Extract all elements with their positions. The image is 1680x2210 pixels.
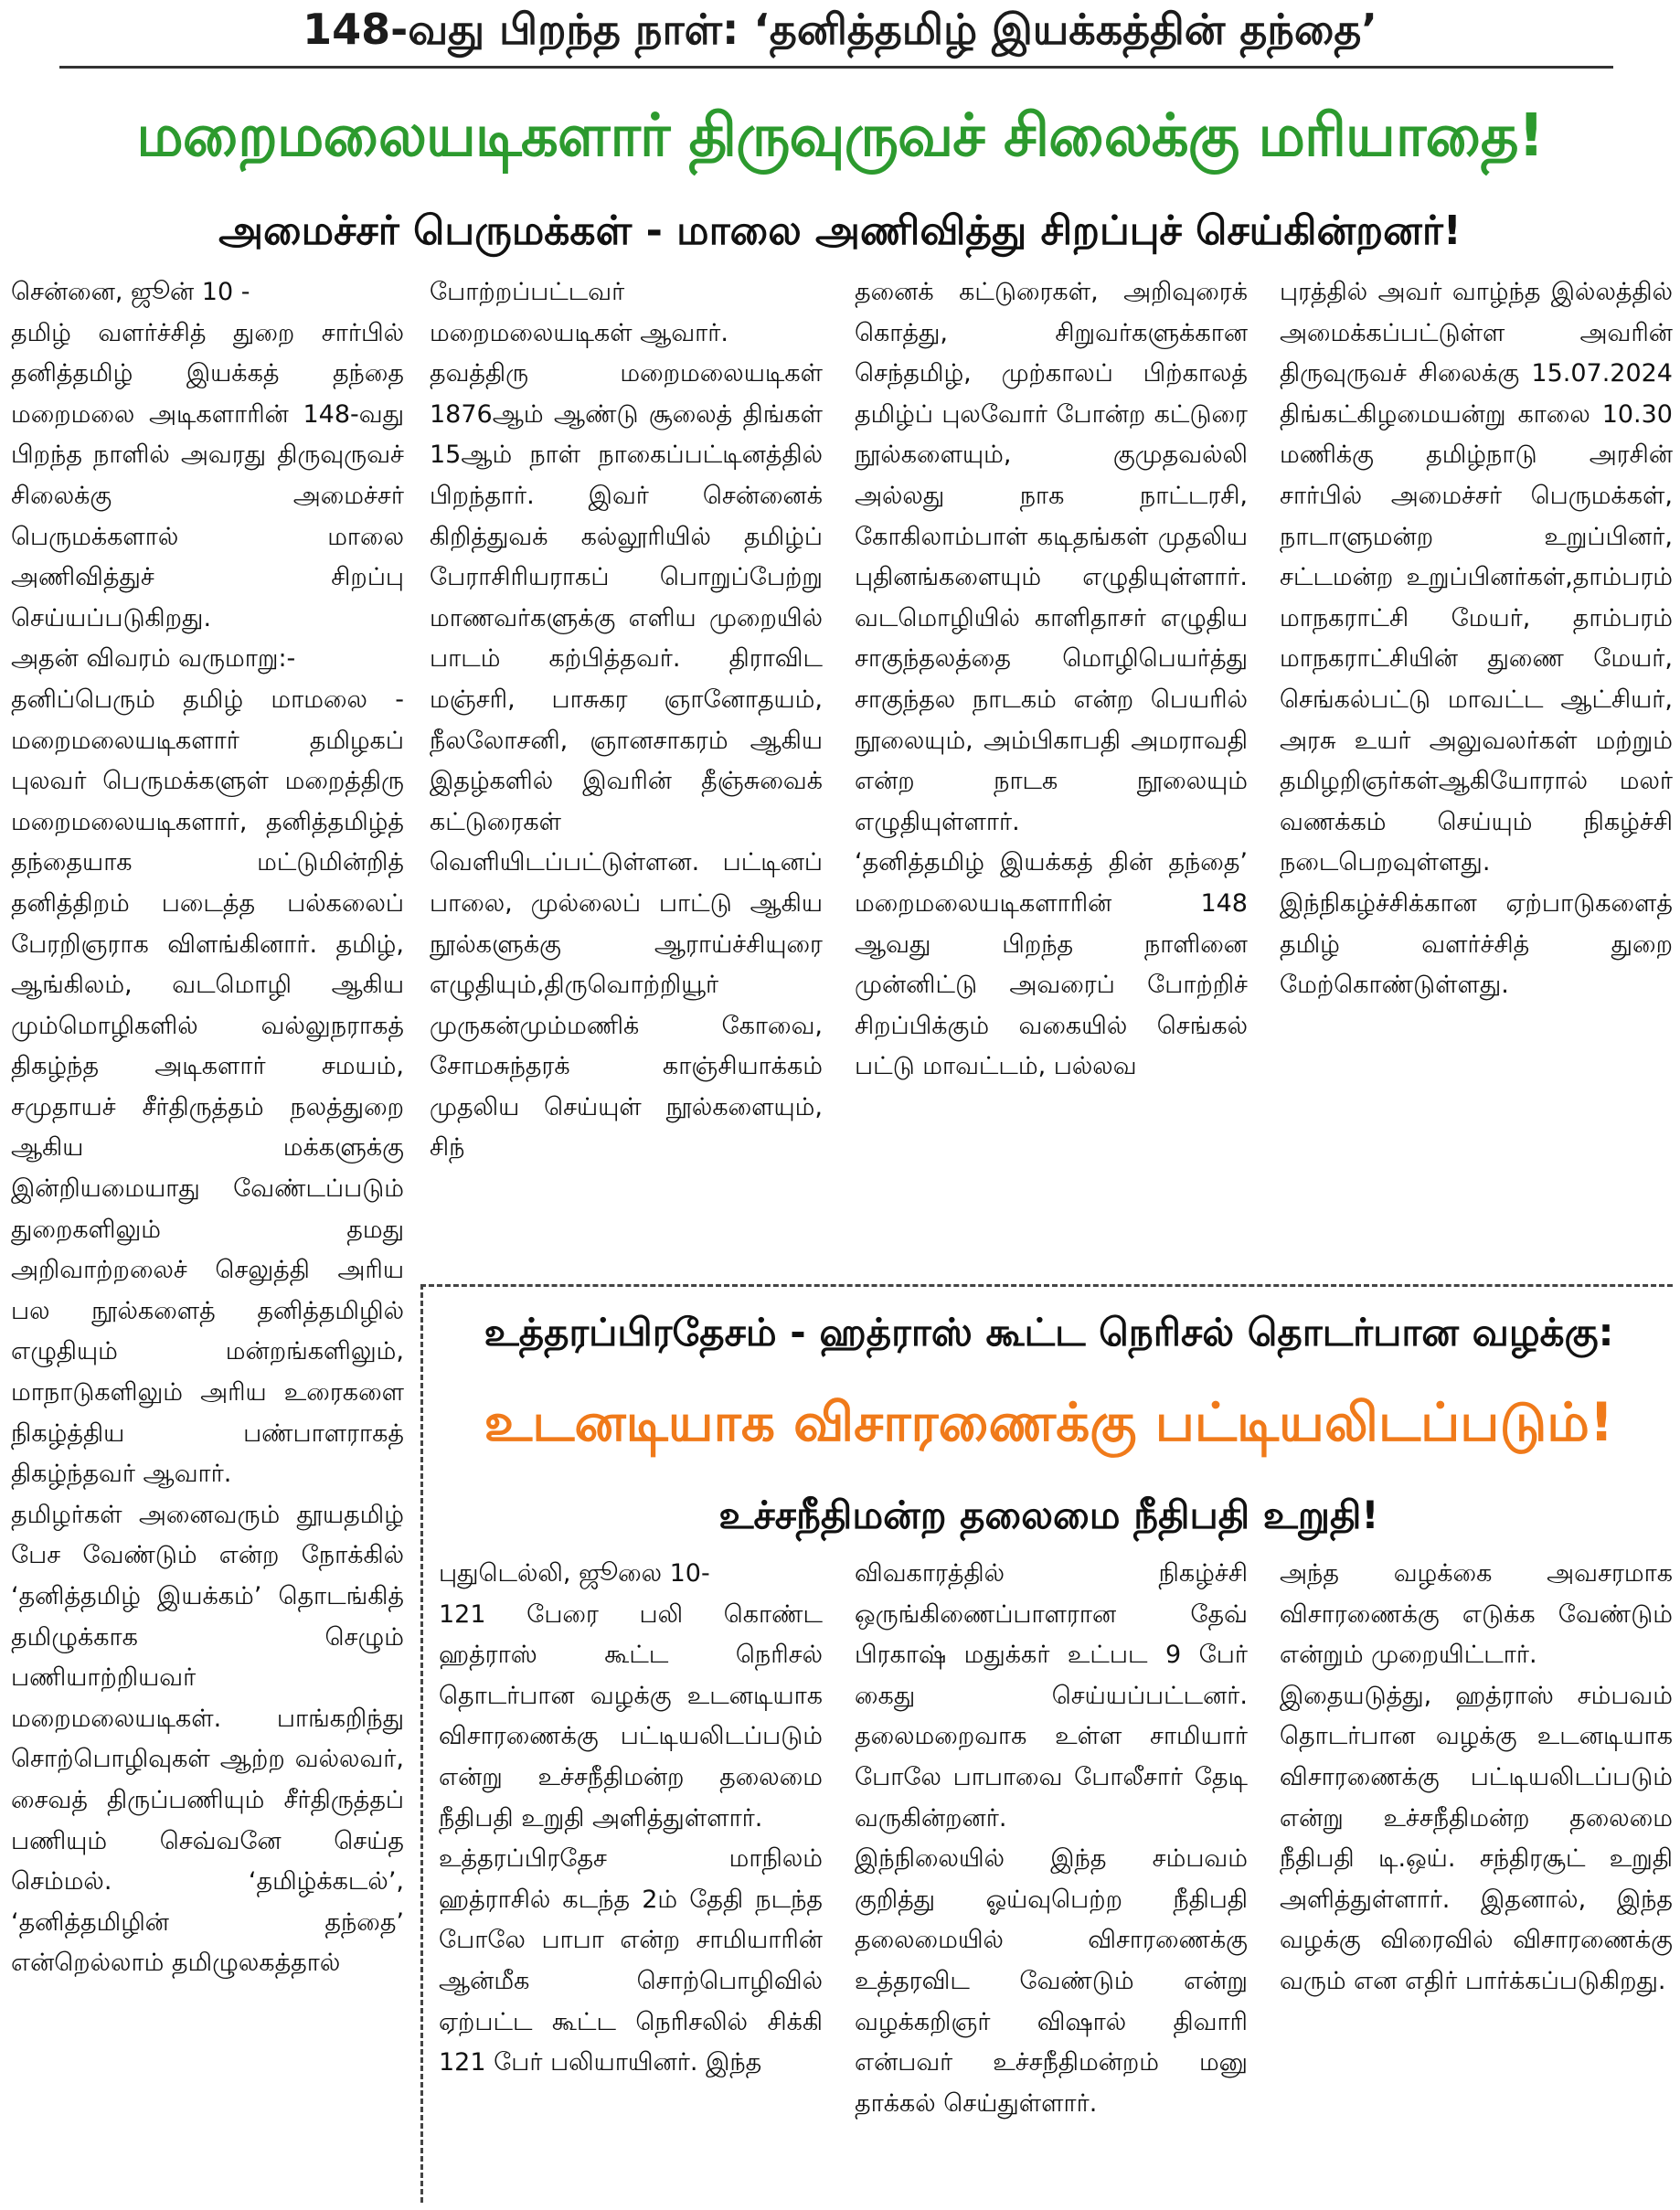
story1-subhead: அமைச்சர் பெருமக்கள் - மாலை அணிவித்து சிறப்புச் செய்கின்றனர்! (218, 207, 1462, 254)
story1-kicker: 148-வது பிறந்த நாள்: ‘தனித்தமிழ் இயக்கத்தின் தந்தை’ (303, 4, 1377, 54)
story2-subhead: உச்சநீதிமன்ற தலைமை நீதிபதி உறுதி! (718, 1492, 1379, 1537)
story2-column-2: விவகாரத்தில் நிகழ்ச்சி ஒருங்கிணைப்பாளரான தேவ் பிரகாஷ் மதுக்கர் உட்பட 9 பேர் கைது செய்யப்பட்டனர். தலைமறைவாக உள்ள சாமியார் போலே பாபாவை போலீசார் தேடி வருகின்றனர். இந்நிலையில் இந்த சம்பவம் குறித்து ஓய்வுபெற்ற நீதிபதி தலைமையில் விசாரணைக்கு உத்தரவிட வேண்டும் என்று வழக்கறிஞர் விஷால் திவாரி என்பவர் உச்சநீதிமன்றம் மனு தாக்கல் செய்துள்ளார். (855, 1559, 1248, 2118)
story1-column-2: போற்றப்பட்டவர் மறைமலையடிகள் ஆவார். தவத்திரு மறைமலையடிகள் 1876ஆம் ஆண்டு சூலைத் திங்கள் 15ஆம் நாள் நாகைப்பட்டினத்தில் பிறந்தார். இவர் சென்னைக் கிறித்துவக் கல்லூரியில் தமிழ்ப் பேராசிரியராகப் பொறுப்பேற்று மாணவர்களுக்கு எளிய முறையில் பாடம் கற்பித்தவர். திராவிட மஞ்சரி, பாசுகர ஞானோதயம், நீலலோசனி, ஞானசாகரம் ஆகிய இதழ்களில் இவரின் தீஞ்சுவைக் கட்டுரைகள் வெளியிடப்பட்டுள்ளன. பட்டினப் பாலை, முல்லைப் பாட்டு ஆகிய நூல்களுக்கு ஆராய்ச்சியுரை எழுதியும்,திருவொற்றியூர் முருகன்மும்மணிக் கோவை, சோமசுந்தரக் காஞ்சியாக்கம் முதலிய செய்யுள் நூல்களையும், சிந் (430, 278, 823, 1163)
story1-column-3: தனைக் கட்டுரைகள், அறிவுரைக் கொத்து, சிறுவர்களுக்கான செந்தமிழ், முற்காலப் பிற்காலத் தமிழ்ப் புலவோர் போன்ற கட்டுரை நூல்களையும், குமுதவல்லி அல்லது நாக நாட்டரசி, கோகிலாம்பாள் கடிதங்கள் முதலிய புதினங்களையும் எழுதியுள்ளார். வடமொழியில் காளிதாசர் எழுதிய சாகுந்தலத்தை மொழிபெயர்த்து சாகுந்தல நாடகம் என்ற பெயரில் நூலையும், அம்பிகாபதி அமராவதி என்ற நாடக நூலையும் எழுதியுள்ளார். ‘தனித்தமிழ் இயக்கத் தின் தந்தை’ மறைமலையடிகளாரின் 148 ஆவது பிறந்த நாளினை முன்னிட்டு அவரைப் போற்றிச் சிறப்பிக்கும் வகையில் செங்கல் பட்டு மாவட்டம், பல்லவ (855, 278, 1248, 1081)
story2-column-1: புதுடெல்லி, ஜூலை 10- 121 பேரை பலி கொண்ட ஹத்ராஸ் கூட்ட நெரிசல் தொடர்பான வழக்கு உடனடியாக விசாரணைக்கு பட்டியலிடப்படும் என்று உச்சநீதிமன்ற தலைமை நீதிபதி உறுதி அளித்துள்ளார். உத்தரப்பிரதேச மாநிலம் ஹத்ராசில் கடந்த 2ம் தேதி நடந்த போலே பாபா என்ற சாமியாரின் ஆன்மீக சொற்பொழிவில் ஏற்பட்ட கூட்ட நெரிசலில் சிக்கி 121 பேர் பலியாயினர். இந்த (439, 1559, 823, 2077)
story2-kicker: உத்தரப்பிரதேசம் - ஹத்ராஸ் கூட்ட நெரிசல் தொடர்பான வழக்கு: (484, 1309, 1614, 1355)
kicker-divider (59, 66, 1613, 69)
story2-headline: உடனடியாக விசாரணைக்கு பட்டியலிடப்படும்! (484, 1391, 1614, 1453)
story2-column-3: அந்த வழக்கை அவசரமாக விசாரணைக்கு எடுக்க வேண்டும் என்றும் முறையிட்டார். இதையடுத்து, ஹத்ராஸ் சம்பவம் தொடர்பான வழக்கு உடனடியாக விசாரணைக்கு பட்டியலிடப்படும் என்று உச்சநீதிமன்ற தலைமை நீதிபதி டி.ஒய். சந்திரசூட் உறுதி அளித்துள்ளார். இதனால், இந்த வழக்கு விரைவில் விசாரணைக்கு வரும் என எதிர் பார்க்கப்படுகிறது. (1280, 1559, 1673, 1995)
story1-column-1: சென்னை, ஜூன் 10 - தமிழ் வளர்ச்சித் துறை சார்பில் தனித்தமிழ் இயக்கத் தந்தை மறைமலை அடிகளாரின் 148-வது பிறந்த நாளில் அவரது திருவுருவச் சிலைக்கு அமைச்சர் பெருமக்களால் மாலை அணிவித்துச் சிறப்பு செய்யப்படுகிறது. அதன் விவரம் வருமாறு:- தனிப்பெரும் தமிழ் மாமலை - மறைமலையடிகளார் தமிழகப் புலவர் பெருமக்களுள் மறைத்திரு மறைமலையடிகளார், தனித்தமிழ்த் தந்தையாக மட்டுமின்றித் தனித்திறம் படைத்த பல்கலைப் பேரறிஞராக விளங்கினார். தமிழ், ஆங்கிலம், வடமொழி ஆகிய மும்மொழிகளில் வல்லுநராகத் திகழ்ந்த அடிகளார் சமயம், சமுதாயச் சீர்திருத்தம் நலத்துறை ஆகிய மக்களுக்கு இன்றியமையாது வேண்டப்படும் துறைகளிலும் தமது அறிவாற்றலைச் செலுத்தி அரிய பல நூல்களைத் தனித்தமிழில் எழுதியும் மன்றங்களிலும், மாநாடுகளிலும் அரிய உரைகளை நிகழ்த்திய பண்பாளராகத் திகழ்ந்தவர் ஆவார். தமிழர்கள் அனைவரும் தூயதமிழ் பேச வேண்டும் என்ற நோக்கில் ‘தனித்தமிழ் இயக்கம்’ தொடங்கித் தமிழுக்காக செழும் பணியாற்றியவர் மறைமலையடிகள். பாங்கறிந்து சொற்பொழிவுகள் ஆற்ற வல்லவர், சைவத் திருப்பணியும் சீர்திருத்தப் பணியும் செவ்வனே செய்த செம்மல். ‘தமிழ்க்கடல்’, ‘தனித்தமிழின் தந்தை’ என்றெல்லாம் தமிழுலகத்தால் (11, 278, 404, 1978)
story1-column-4: புரத்தில் அவர் வாழ்ந்த இல்லத்தில் அமைக்கப்பட்டுள்ள அவரின் திருவுருவச் சிலைக்கு 15.07.2024 திங்கட்கிழமையன்று காலை 10.30 மணிக்கு தமிழ்நாடு அரசின் சார்பில் அமைச்சர் பெருமக்கள், நாடாளுமன்ற உறுப்பினர், சட்டமன்ற உறுப்பினர்கள்,தாம்பரம் மாநகராட்சி மேயர், தாம்பரம் மாநகராட்சியின் துணை மேயர், செங்கல்பட்டு மாவட்ட ஆட்சியர், அரசு உயர் அலுவலர்கள் மற்றும் தமிழறிஞர்கள்ஆகியோரால் மலர் வணக்கம் செய்யும் நிகழ்ச்சி நடைபெறவுள்ளது. இந்நிகழ்ச்சிக்கான ஏற்பாடுகளைத் தமிழ் வளர்ச்சித் துறை மேற்கொண்டுள்ளது. (1280, 278, 1673, 1000)
story1-headline: மறைமலையடிகளார் திருவுருவச் சிலைக்கு மரியாதை! (136, 102, 1544, 170)
